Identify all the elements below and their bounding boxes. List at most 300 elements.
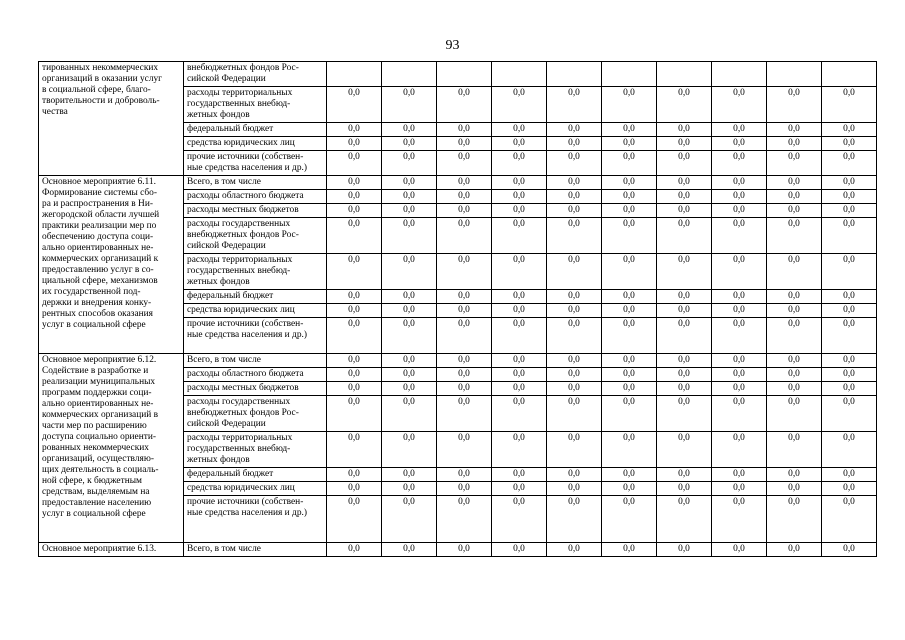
value-cell: 0,0 bbox=[382, 176, 437, 190]
value-cell: 0,0 bbox=[657, 318, 712, 354]
funding-source-cell bbox=[184, 254, 327, 290]
value-cell: 0,0 bbox=[547, 204, 602, 218]
value-cell: 0,0 bbox=[382, 396, 437, 432]
event-text: рованных некоммерческих bbox=[42, 443, 149, 453]
funding-source-text: жетных фондов bbox=[187, 277, 250, 287]
value-cell: 0,0 bbox=[767, 318, 822, 354]
funding-source-text: расходы территориальных bbox=[187, 88, 293, 98]
value-cell: 0,0 bbox=[382, 123, 437, 137]
funding-source-cell bbox=[184, 496, 327, 543]
value-cell: 0,0 bbox=[657, 290, 712, 304]
value-cell: 0,0 bbox=[767, 496, 822, 543]
value-cell: 0,0 bbox=[437, 190, 492, 204]
value-cell: 0,0 bbox=[492, 151, 547, 176]
value-cell bbox=[547, 62, 602, 87]
value-cell bbox=[712, 62, 767, 87]
value-cell: 0,0 bbox=[767, 543, 822, 557]
value-cell: 0,0 bbox=[657, 468, 712, 482]
funding-source-text: государственных внебюд- bbox=[187, 266, 291, 276]
table-body bbox=[39, 62, 877, 557]
value-cell: 0,0 bbox=[657, 543, 712, 557]
value-cell: 0,0 bbox=[657, 137, 712, 151]
value-cell: 0,0 bbox=[327, 496, 382, 543]
value-cell: 0,0 bbox=[327, 218, 382, 254]
funding-source-text: ные средства населения и др.) bbox=[187, 330, 307, 340]
value-cell: 0,0 bbox=[437, 354, 492, 368]
value-cell: 0,0 bbox=[602, 318, 657, 354]
value-cell: 0,0 bbox=[712, 254, 767, 290]
value-cell: 0,0 bbox=[712, 290, 767, 304]
funding-source-text: сийской Федерации bbox=[187, 74, 266, 84]
value-cell: 0,0 bbox=[492, 304, 547, 318]
funding-source-text: ные средства населения и др.) bbox=[187, 163, 307, 173]
value-cell: 0,0 bbox=[767, 304, 822, 318]
funding-source-cell bbox=[184, 151, 327, 176]
value-cell: 0,0 bbox=[657, 151, 712, 176]
value-cell: 0,0 bbox=[547, 290, 602, 304]
value-cell: 0,0 bbox=[767, 190, 822, 204]
funding-source-text: расходы территориальных bbox=[187, 433, 293, 443]
funding-source-text: внебюджетных фондов Рос- bbox=[187, 230, 299, 240]
value-cell: 0,0 bbox=[437, 204, 492, 218]
value-cell: 0,0 bbox=[822, 151, 877, 176]
funding-source-text: жетных фондов bbox=[187, 455, 250, 465]
value-cell: 0,0 bbox=[767, 290, 822, 304]
value-cell: 0,0 bbox=[602, 151, 657, 176]
value-cell: 0,0 bbox=[712, 87, 767, 123]
value-cell: 0,0 bbox=[492, 190, 547, 204]
value-cell bbox=[327, 62, 382, 87]
value-cell: 0,0 bbox=[382, 254, 437, 290]
value-cell: 0,0 bbox=[547, 368, 602, 382]
value-cell: 0,0 bbox=[602, 468, 657, 482]
event-cell bbox=[39, 354, 184, 543]
event-text: ра и распространения в Ни- bbox=[42, 199, 153, 209]
value-cell: 0,0 bbox=[547, 432, 602, 468]
value-cell: 0,0 bbox=[437, 368, 492, 382]
funding-source-cell bbox=[184, 137, 327, 151]
value-cell: 0,0 bbox=[767, 123, 822, 137]
value-cell: 0,0 bbox=[327, 123, 382, 137]
value-cell: 0,0 bbox=[767, 432, 822, 468]
funding-source-cell bbox=[184, 432, 327, 468]
value-cell: 0,0 bbox=[767, 218, 822, 254]
value-cell: 0,0 bbox=[437, 382, 492, 396]
value-cell: 0,0 bbox=[712, 318, 767, 354]
event-text: Основное мероприятие 6.12. bbox=[42, 355, 157, 365]
event-text: коммерческих организаций в bbox=[42, 410, 159, 420]
value-cell: 0,0 bbox=[602, 304, 657, 318]
value-cell: 0,0 bbox=[327, 432, 382, 468]
event-text: доступа социально ориенти- bbox=[42, 432, 156, 442]
value-cell: 0,0 bbox=[657, 382, 712, 396]
value-cell bbox=[822, 62, 877, 87]
funding-source-text: средства юридических лиц bbox=[187, 483, 295, 493]
value-cell: 0,0 bbox=[712, 123, 767, 137]
value-cell: 0,0 bbox=[547, 176, 602, 190]
value-cell: 0,0 bbox=[822, 254, 877, 290]
funding-source-text: прочие источники (собствен- bbox=[187, 497, 304, 507]
value-cell: 0,0 bbox=[602, 190, 657, 204]
value-cell: 0,0 bbox=[712, 396, 767, 432]
event-text: щих деятельность в социаль- bbox=[42, 465, 159, 475]
value-cell: 0,0 bbox=[437, 543, 492, 557]
funding-source-cell bbox=[184, 290, 327, 304]
funding-source-text: расходы государственных bbox=[187, 397, 291, 407]
funding-source-cell bbox=[184, 396, 327, 432]
value-cell: 0,0 bbox=[382, 382, 437, 396]
event-text: тированных некоммерческих bbox=[42, 63, 159, 73]
value-cell: 0,0 bbox=[822, 123, 877, 137]
event-cell bbox=[39, 176, 184, 354]
value-cell: 0,0 bbox=[822, 396, 877, 432]
value-cell: 0,0 bbox=[602, 432, 657, 468]
value-cell: 0,0 bbox=[382, 304, 437, 318]
funding-source-text: федеральный бюджет bbox=[187, 469, 274, 479]
value-cell: 0,0 bbox=[437, 176, 492, 190]
funding-source-text: средства юридических лиц bbox=[187, 138, 295, 148]
event-text: предоставлению услуг в со- bbox=[42, 265, 154, 275]
value-cell: 0,0 bbox=[767, 396, 822, 432]
value-cell: 0,0 bbox=[602, 137, 657, 151]
value-cell: 0,0 bbox=[547, 123, 602, 137]
value-cell: 0,0 bbox=[382, 190, 437, 204]
value-cell: 0,0 bbox=[437, 318, 492, 354]
value-cell: 0,0 bbox=[547, 468, 602, 482]
value-cell: 0,0 bbox=[327, 204, 382, 218]
event-text: Формирование системы сбо- bbox=[42, 188, 157, 198]
funding-source-text: расходы местных бюджетов bbox=[187, 205, 299, 215]
value-cell bbox=[657, 62, 712, 87]
event-text: организаций, осуществляю- bbox=[42, 454, 154, 464]
funding-source-cell bbox=[184, 318, 327, 354]
value-cell: 0,0 bbox=[767, 204, 822, 218]
value-cell: 0,0 bbox=[712, 304, 767, 318]
value-cell: 0,0 bbox=[712, 496, 767, 543]
event-text: предоставление населению bbox=[42, 498, 152, 508]
funding-source-text: Всего, в том числе bbox=[187, 177, 261, 187]
value-cell: 0,0 bbox=[822, 382, 877, 396]
value-cell: 0,0 bbox=[327, 543, 382, 557]
value-cell: 0,0 bbox=[712, 368, 767, 382]
event-text: ной сфере, к бюджетным bbox=[42, 476, 142, 486]
value-cell: 0,0 bbox=[657, 482, 712, 496]
page-number: 93 bbox=[445, 38, 460, 53]
value-cell: 0,0 bbox=[382, 318, 437, 354]
value-cell: 0,0 bbox=[327, 137, 382, 151]
value-cell: 0,0 bbox=[382, 496, 437, 543]
value-cell: 0,0 bbox=[767, 368, 822, 382]
value-cell: 0,0 bbox=[437, 151, 492, 176]
value-cell: 0,0 bbox=[382, 204, 437, 218]
event-text: программ поддержки соци- bbox=[42, 388, 152, 398]
value-cell: 0,0 bbox=[547, 304, 602, 318]
value-cell: 0,0 bbox=[327, 368, 382, 382]
value-cell: 0,0 bbox=[602, 354, 657, 368]
value-cell: 0,0 bbox=[822, 354, 877, 368]
value-cell: 0,0 bbox=[712, 190, 767, 204]
funding-source-text: расходы областного бюджета bbox=[187, 191, 304, 201]
value-cell: 0,0 bbox=[492, 368, 547, 382]
value-cell: 0,0 bbox=[437, 254, 492, 290]
value-cell: 0,0 bbox=[382, 432, 437, 468]
funding-source-text: расходы территориальных bbox=[187, 255, 293, 265]
event-cell bbox=[39, 62, 184, 176]
funding-source-text: ные средства населения и др.) bbox=[187, 508, 307, 518]
value-cell: 0,0 bbox=[657, 396, 712, 432]
value-cell: 0,0 bbox=[602, 368, 657, 382]
value-cell: 0,0 bbox=[602, 87, 657, 123]
value-cell: 0,0 bbox=[492, 318, 547, 354]
value-cell: 0,0 bbox=[547, 137, 602, 151]
funding-source-cell bbox=[184, 190, 327, 204]
value-cell: 0,0 bbox=[712, 204, 767, 218]
value-cell: 0,0 bbox=[327, 176, 382, 190]
value-cell: 0,0 bbox=[437, 87, 492, 123]
value-cell: 0,0 bbox=[602, 204, 657, 218]
value-cell: 0,0 bbox=[492, 482, 547, 496]
value-cell: 0,0 bbox=[327, 190, 382, 204]
value-cell: 0,0 bbox=[437, 468, 492, 482]
event-text: в социальной сфере, благо- bbox=[42, 85, 151, 95]
value-cell: 0,0 bbox=[492, 382, 547, 396]
event-text: ально ориентированных не- bbox=[42, 243, 154, 253]
value-cell: 0,0 bbox=[822, 137, 877, 151]
value-cell bbox=[602, 62, 657, 87]
event-text: ально ориентированных не- bbox=[42, 399, 154, 409]
value-cell: 0,0 bbox=[602, 382, 657, 396]
value-cell: 0,0 bbox=[547, 496, 602, 543]
funding-source-cell bbox=[184, 123, 327, 137]
value-cell: 0,0 bbox=[822, 87, 877, 123]
event-text: средствам, выделяемым на bbox=[42, 487, 150, 497]
value-cell: 0,0 bbox=[492, 543, 547, 557]
value-cell: 0,0 bbox=[327, 318, 382, 354]
event-text: жегородской области лучшей bbox=[42, 210, 160, 220]
value-cell: 0,0 bbox=[602, 496, 657, 543]
value-cell: 0,0 bbox=[382, 87, 437, 123]
value-cell: 0,0 bbox=[657, 304, 712, 318]
value-cell: 0,0 bbox=[492, 496, 547, 543]
value-cell: 0,0 bbox=[767, 151, 822, 176]
funding-source-text: сийской Федерации bbox=[187, 419, 266, 429]
funding-source-cell bbox=[184, 304, 327, 318]
event-text: их государственной под- bbox=[42, 287, 141, 297]
value-cell: 0,0 bbox=[657, 190, 712, 204]
value-cell: 0,0 bbox=[657, 354, 712, 368]
value-cell: 0,0 bbox=[822, 318, 877, 354]
value-cell: 0,0 bbox=[602, 218, 657, 254]
table-row bbox=[39, 543, 877, 557]
value-cell: 0,0 bbox=[657, 123, 712, 137]
event-text: циальной сфере, механизмов bbox=[42, 276, 158, 286]
value-cell: 0,0 bbox=[712, 176, 767, 190]
value-cell: 0,0 bbox=[327, 382, 382, 396]
funding-source-text: государственных внебюд- bbox=[187, 444, 291, 454]
value-cell: 0,0 bbox=[767, 382, 822, 396]
funding-source-cell bbox=[184, 368, 327, 382]
funding-source-cell bbox=[184, 87, 327, 123]
funding-source-text: федеральный бюджет bbox=[187, 124, 274, 134]
value-cell: 0,0 bbox=[492, 254, 547, 290]
event-text: Основное мероприятие 6.13. bbox=[42, 544, 157, 554]
value-cell: 0,0 bbox=[327, 290, 382, 304]
table-row bbox=[39, 62, 877, 87]
table-row bbox=[39, 354, 877, 368]
value-cell: 0,0 bbox=[602, 176, 657, 190]
table-row bbox=[39, 176, 877, 190]
value-cell: 0,0 bbox=[492, 468, 547, 482]
value-cell: 0,0 bbox=[547, 482, 602, 496]
value-cell: 0,0 bbox=[327, 304, 382, 318]
value-cell: 0,0 bbox=[327, 468, 382, 482]
funding-source-text: жетных фондов bbox=[187, 110, 250, 120]
value-cell: 0,0 bbox=[712, 151, 767, 176]
value-cell: 0,0 bbox=[492, 432, 547, 468]
value-cell: 0,0 bbox=[437, 432, 492, 468]
value-cell: 0,0 bbox=[767, 176, 822, 190]
funding-source-text: Всего, в том числе bbox=[187, 544, 261, 554]
value-cell: 0,0 bbox=[492, 123, 547, 137]
value-cell: 0,0 bbox=[712, 137, 767, 151]
value-cell: 0,0 bbox=[767, 468, 822, 482]
value-cell: 0,0 bbox=[822, 368, 877, 382]
funding-source-cell bbox=[184, 204, 327, 218]
funding-source-text: государственных внебюд- bbox=[187, 99, 291, 109]
value-cell bbox=[382, 62, 437, 87]
value-cell: 0,0 bbox=[492, 137, 547, 151]
value-cell: 0,0 bbox=[547, 218, 602, 254]
funding-source-text: прочие источники (собствен- bbox=[187, 152, 304, 162]
event-text: услуг в социальной сфере bbox=[42, 509, 146, 519]
event-cell bbox=[39, 543, 184, 557]
funding-source-text: расходы местных бюджетов bbox=[187, 383, 299, 393]
value-cell: 0,0 bbox=[657, 432, 712, 468]
funding-source-cell bbox=[184, 354, 327, 368]
value-cell: 0,0 bbox=[492, 176, 547, 190]
funding-source-cell bbox=[184, 468, 327, 482]
value-cell: 0,0 bbox=[822, 176, 877, 190]
funding-source-cell bbox=[184, 62, 327, 87]
event-text: Содействие в разработке и bbox=[42, 366, 149, 376]
value-cell: 0,0 bbox=[712, 218, 767, 254]
value-cell: 0,0 bbox=[382, 368, 437, 382]
value-cell: 0,0 bbox=[437, 396, 492, 432]
funding-source-text: Всего, в том числе bbox=[187, 355, 261, 365]
value-cell: 0,0 bbox=[547, 190, 602, 204]
value-cell: 0,0 bbox=[327, 396, 382, 432]
value-cell: 0,0 bbox=[382, 218, 437, 254]
value-cell: 0,0 bbox=[327, 87, 382, 123]
value-cell bbox=[492, 62, 547, 87]
funding-source-text: федеральный бюджет bbox=[187, 291, 274, 301]
value-cell: 0,0 bbox=[822, 304, 877, 318]
value-cell: 0,0 bbox=[437, 218, 492, 254]
value-cell: 0,0 bbox=[437, 482, 492, 496]
funding-source-cell bbox=[184, 382, 327, 396]
value-cell: 0,0 bbox=[657, 204, 712, 218]
value-cell: 0,0 bbox=[547, 354, 602, 368]
value-cell: 0,0 bbox=[602, 482, 657, 496]
event-text: реализации муниципальных bbox=[42, 377, 156, 387]
value-cell: 0,0 bbox=[437, 304, 492, 318]
event-text: чества bbox=[42, 107, 68, 117]
value-cell: 0,0 bbox=[327, 254, 382, 290]
event-text: рентных способов оказания bbox=[42, 309, 153, 319]
funding-source-cell bbox=[184, 482, 327, 496]
value-cell: 0,0 bbox=[822, 468, 877, 482]
value-cell: 0,0 bbox=[767, 354, 822, 368]
value-cell: 0,0 bbox=[602, 543, 657, 557]
value-cell: 0,0 bbox=[657, 368, 712, 382]
funding-source-text: внебюджетных фондов Рос- bbox=[187, 408, 299, 418]
value-cell: 0,0 bbox=[547, 254, 602, 290]
event-text: держки и внедрения конку- bbox=[42, 298, 152, 308]
value-cell: 0,0 bbox=[822, 432, 877, 468]
value-cell: 0,0 bbox=[382, 290, 437, 304]
funding-source-text: средства юридических лиц bbox=[187, 305, 295, 315]
value-cell: 0,0 bbox=[492, 204, 547, 218]
value-cell: 0,0 bbox=[602, 290, 657, 304]
value-cell: 0,0 bbox=[712, 543, 767, 557]
event-text: услуг в социальной сфере bbox=[42, 320, 146, 330]
value-cell: 0,0 bbox=[492, 396, 547, 432]
value-cell: 0,0 bbox=[822, 543, 877, 557]
value-cell bbox=[437, 62, 492, 87]
value-cell: 0,0 bbox=[712, 482, 767, 496]
value-cell: 0,0 bbox=[712, 382, 767, 396]
value-cell: 0,0 bbox=[437, 290, 492, 304]
value-cell: 0,0 bbox=[602, 396, 657, 432]
value-cell: 0,0 bbox=[492, 290, 547, 304]
value-cell: 0,0 bbox=[602, 123, 657, 137]
value-cell: 0,0 bbox=[712, 354, 767, 368]
value-cell: 0,0 bbox=[657, 87, 712, 123]
value-cell: 0,0 bbox=[657, 254, 712, 290]
event-text: коммерческих организаций к bbox=[42, 254, 159, 264]
value-cell: 0,0 bbox=[382, 543, 437, 557]
event-text: части мер по расширению bbox=[42, 421, 147, 431]
value-cell: 0,0 bbox=[327, 151, 382, 176]
event-text: практики реализации мер по bbox=[42, 221, 157, 231]
value-cell: 0,0 bbox=[547, 151, 602, 176]
value-cell: 0,0 bbox=[547, 396, 602, 432]
funding-source-cell bbox=[184, 543, 327, 557]
funding-source-cell bbox=[184, 176, 327, 190]
value-cell: 0,0 bbox=[382, 151, 437, 176]
value-cell: 0,0 bbox=[822, 290, 877, 304]
value-cell: 0,0 bbox=[822, 496, 877, 543]
value-cell: 0,0 bbox=[327, 354, 382, 368]
value-cell: 0,0 bbox=[492, 87, 547, 123]
funding-table bbox=[38, 61, 877, 557]
funding-source-text: расходы областного бюджета bbox=[187, 369, 304, 379]
funding-source-text: сийской Федерации bbox=[187, 241, 266, 251]
value-cell: 0,0 bbox=[767, 482, 822, 496]
value-cell: 0,0 bbox=[492, 354, 547, 368]
event-text: обеспечению доступа соци- bbox=[42, 232, 154, 242]
value-cell: 0,0 bbox=[547, 318, 602, 354]
event-text: творительности и доброволь- bbox=[42, 96, 160, 106]
funding-source-text: прочие источники (собствен- bbox=[187, 319, 304, 329]
value-cell: 0,0 bbox=[822, 204, 877, 218]
funding-source-text: внебюджетных фондов Рос- bbox=[187, 63, 299, 73]
value-cell: 0,0 bbox=[712, 432, 767, 468]
value-cell: 0,0 bbox=[437, 137, 492, 151]
value-cell: 0,0 bbox=[822, 218, 877, 254]
value-cell: 0,0 bbox=[657, 176, 712, 190]
value-cell: 0,0 bbox=[767, 254, 822, 290]
